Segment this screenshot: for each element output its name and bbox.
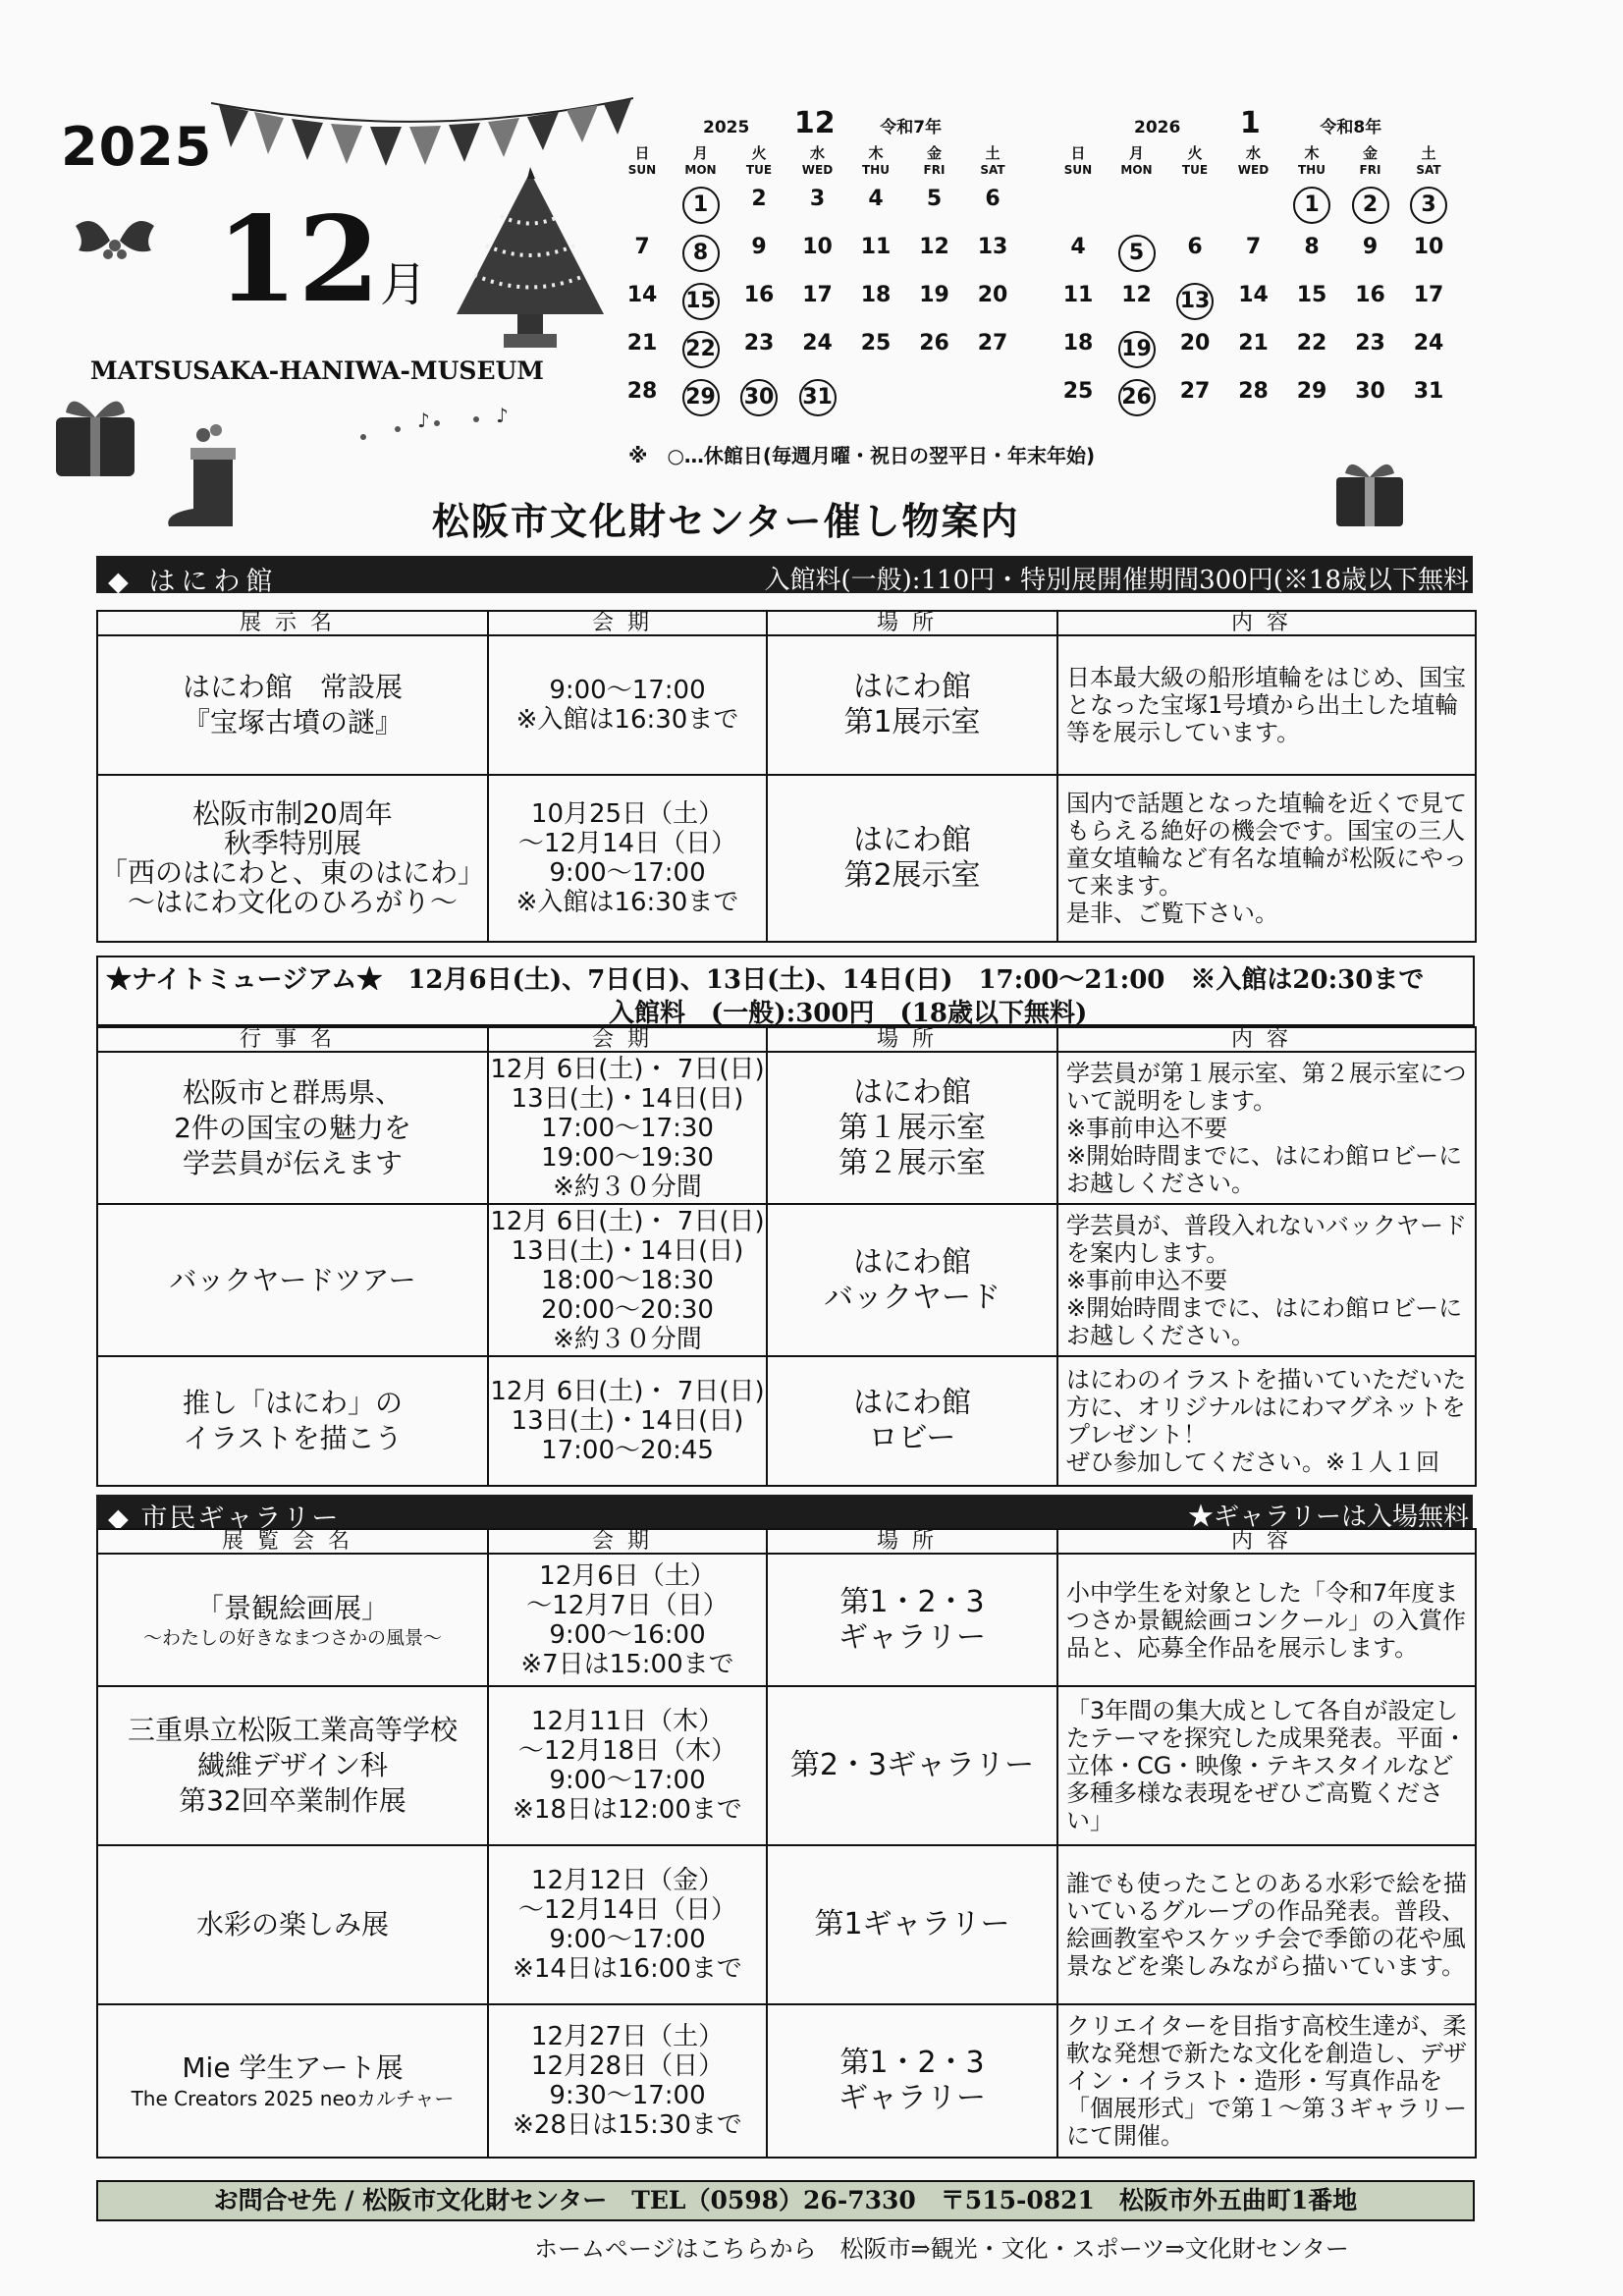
- calendar-day: [674, 379, 729, 416]
- calendar-day: 29: [1296, 379, 1327, 404]
- weekday-label: 月 MON: [684, 144, 717, 177]
- haniwa-fee: 入館料(一般):110円・特別展開催期間300円(※18歳以下無料: [764, 566, 1469, 595]
- exhibit-name: Mie 学生アート展: [182, 2051, 404, 2084]
- header-content: 内容: [1057, 611, 1476, 635]
- calendar-day: 16: [743, 283, 775, 307]
- table-row: [97, 1052, 1476, 1204]
- calendar-day: 23: [743, 331, 775, 355]
- calendar-month: 1: [1239, 106, 1261, 140]
- event-content: はにわのイラストを描いていただいた方に、オリジナルはにわマグネットをプレゼント！ ぜひ参加してください。※１人１回: [1057, 1356, 1476, 1486]
- weekday-label: 金 FRI: [923, 144, 946, 177]
- header-place: 場所: [767, 611, 1057, 635]
- weekday-label: 水 WED: [1237, 144, 1270, 177]
- closed-day-marker: 2: [1352, 187, 1389, 224]
- weekday-label: 金 FRI: [1359, 144, 1381, 177]
- header-place: 場所: [767, 1529, 1057, 1554]
- event-name: 松阪市制20周年 秋季特別展 「西のはにわと、東のはにわ」 ～はにわ文化のひろがり～: [97, 775, 488, 942]
- header-period: 会期: [488, 1027, 767, 1052]
- calendar-day: 25: [860, 331, 892, 355]
- calendar-day: 25: [1062, 379, 1094, 404]
- calendar-day: 15: [1296, 283, 1327, 307]
- exhibit-period: 12月11日（木） ～12月18日（木） 9:00～17:00 ※18日は12:00まで: [488, 1686, 767, 1845]
- exhibit-period: 12月6日（土） ～12月7日（日） 9:00～16:00 ※7日は15:00まで: [488, 1554, 767, 1686]
- closed-day-marker: 5: [1118, 235, 1156, 272]
- bunting-icon: [211, 93, 633, 172]
- calendar-day: 7: [1245, 235, 1262, 259]
- calendar-month: 12: [793, 106, 836, 140]
- calendar-day: [674, 331, 729, 368]
- exhibit-subname: ～わたしの好きなまつさかの風景～: [142, 1626, 442, 1649]
- gift-box-icon: [51, 388, 139, 481]
- closed-day-marker: 8: [682, 235, 720, 272]
- exhibit-name: 「景観絵画展」: [195, 1591, 389, 1624]
- weekday-label: 日 SUN: [1063, 144, 1093, 177]
- calendar-day: 14: [626, 283, 658, 307]
- exhibit-name: 水彩の楽しみ展: [97, 1845, 488, 2004]
- weekday-label: 土 SAT: [980, 144, 1005, 177]
- calendar-day: [1167, 283, 1222, 320]
- calendar-day: 31: [1413, 379, 1444, 404]
- calendar-day: 8: [1304, 235, 1320, 259]
- calendar-day: [1109, 379, 1164, 416]
- calendar-day: [790, 379, 845, 416]
- table-row: [97, 1356, 1476, 1486]
- calendar-day: 13: [977, 235, 1008, 259]
- calendar-era: 令和8年: [1320, 118, 1382, 137]
- calendar-day: 11: [1062, 283, 1094, 307]
- svg-text:♪: ♪: [496, 404, 509, 427]
- haniwa-section-title: ◆ はにわ館: [108, 567, 279, 597]
- table-header-row: [97, 1529, 1476, 1554]
- exhibit-place: 第1ギャラリー: [767, 1845, 1057, 2004]
- weekday-label: 日 SUN: [627, 144, 657, 177]
- calendar-day: 28: [626, 379, 658, 404]
- calendar-day: 24: [1413, 331, 1444, 355]
- calendar-day: 27: [977, 331, 1008, 355]
- closed-day-marker: 1: [1293, 187, 1330, 224]
- header-period: 会期: [488, 611, 767, 635]
- event-content: 国内で話題となった埴輪を近くで見てもらえる絶好の機会です。国宝の三人童女埴輪など有名な埴輪が松阪にやって来ます。 是非、ご覧下さい。: [1057, 775, 1476, 942]
- gallery-table: [96, 1528, 1477, 2159]
- calendar-day: 20: [1179, 331, 1211, 355]
- calendar-day: [731, 379, 786, 416]
- calendar-day: 4: [868, 187, 884, 211]
- closed-day-marker: 13: [1176, 283, 1214, 320]
- exhibit-name-cell: [97, 1554, 488, 1686]
- stocking-icon: [159, 420, 247, 533]
- calendar-day: 6: [985, 187, 1001, 211]
- calendar-day: 18: [860, 283, 892, 307]
- calendar-day: [674, 283, 729, 320]
- calendar-day: [674, 187, 729, 224]
- event-place: はにわ館 バックヤード: [767, 1204, 1057, 1356]
- exhibit-period: 12月27日（土） 12月28日（日） 9:30～17:00 ※28日は15:30まで: [488, 2004, 767, 2158]
- month-kanji: 月: [380, 257, 428, 312]
- exhibit-name: 三重県立松阪工業高等学校 繊維デザイン科 第32回卒業制作展: [97, 1686, 488, 1845]
- header-name: 行事名: [97, 1027, 488, 1052]
- event-content: 学芸員が第１展示室、第２展示室について説明をします。 ※事前申込不要 ※開始時間までに、はにわ館ロビーにお越しください。: [1057, 1052, 1476, 1204]
- event-period: 12月 6日(土)・ 7日(日) 13日(土)・14日(日) 17:00～17:30 19:00～19:30 ※約３０分間: [488, 1052, 767, 1204]
- event-name: はにわ館 常設展 『宝塚古墳の謎』: [97, 635, 488, 775]
- closed-day-marker: 29: [682, 379, 720, 416]
- event-place: はにわ館 第2展示室: [767, 775, 1057, 942]
- exhibit-place: 第2・3ギャラリー: [767, 1686, 1057, 1845]
- calendar-day: 2: [751, 187, 767, 211]
- calendar-year: 2025: [703, 118, 750, 137]
- event-name: 推し「はにわ」の イラストを描こう: [97, 1356, 488, 1486]
- exhibit-place: 第1・2・3 ギャラリー: [767, 2004, 1057, 2158]
- exhibit-content: 「3年間の集大成として各自が設定したテーマを探究した成果発表。平面・立体・CG・映像・テキスタイルなど多種多様な表現をぜひご高覧ください」: [1057, 1686, 1476, 1845]
- event-name: バックヤードツアー: [97, 1204, 488, 1356]
- calendar-day: [1343, 187, 1398, 224]
- table-header-row: [97, 1027, 1476, 1052]
- calendar-day: 28: [1238, 379, 1269, 404]
- calendar-day: [1109, 235, 1164, 272]
- closed-day-marker: 26: [1118, 379, 1156, 416]
- main-title: 松阪市文化財センター催し物案内: [432, 500, 1020, 543]
- event-content: 学芸員が、普段入れないバックヤードを案内します。 ※事前申込不要 ※開始時間までに、はにわ館ロビーにお越しください。: [1057, 1204, 1476, 1356]
- table-row: [97, 2004, 1476, 2158]
- calendar-day: [1109, 331, 1164, 368]
- calendar-day: 16: [1355, 283, 1385, 307]
- weekday-label: 火 TUE: [745, 144, 773, 177]
- closed-day-marker: 22: [682, 331, 720, 368]
- header-name: 展覧会名: [97, 1529, 488, 1554]
- calendar-day: 19: [919, 283, 949, 307]
- event-place: はにわ館 ロビー: [767, 1356, 1057, 1486]
- calendar-day: 21: [626, 331, 658, 355]
- calendar-day: 30: [1355, 379, 1385, 404]
- event-content: 日本最大級の船形埴輪をはじめ、国宝となった宝塚1号墳から出土した埴輪等を展示しています。: [1057, 635, 1476, 775]
- contact-bar: お問合せ先 / 松阪市文化財センター TEL（0598）26-7330 〒515-0821 松阪市外五曲町1番地: [96, 2180, 1475, 2221]
- calendar-day: 24: [802, 331, 833, 355]
- calendar-day: 10: [1413, 235, 1444, 259]
- calendar-day: 20: [977, 283, 1008, 307]
- event-place: はにわ館 第１展示室 第２展示室: [767, 1052, 1057, 1204]
- calendar-day: 17: [1413, 283, 1444, 307]
- exhibit-content: 小中学生を対象とした「令和7年度まつさか景観絵画コンクール」の入賞作品と、応募全作品を展示します。: [1057, 1554, 1476, 1686]
- calendar-day: 27: [1179, 379, 1211, 404]
- event-period: 12月 6日(土)・ 7日(日) 13日(土)・14日(日) 18:00～18:30 20:00～20:30 ※約３０分間: [488, 1204, 767, 1356]
- night-museum-band: [96, 956, 1475, 1026]
- calendar-day: [1401, 187, 1456, 224]
- closed-day-marker: 15: [682, 283, 720, 320]
- gallery-section-title: ◆ 市民ギャラリー: [108, 1503, 341, 1534]
- calendar-era: 令和7年: [880, 118, 943, 137]
- night-museum-schedule: ★ナイトミュージアム★ 12月6日(土)、7日(日)、13日(土)、14日(日) 17:00～21:00 ※入館は20:30まで: [106, 965, 1425, 995]
- exhibit-subname: The Creators 2025 neoカルチャー: [131, 2087, 455, 2110]
- calendar-day: 6: [1187, 235, 1203, 259]
- museum-name: MATSUSAKA-HANIWA-MUSEUM: [90, 356, 544, 385]
- calendar-day: 21: [1238, 331, 1269, 355]
- header-period: 会期: [488, 1529, 767, 1554]
- closed-day-marker: 3: [1410, 187, 1447, 224]
- closed-day-marker: 19: [1118, 331, 1156, 368]
- weekday-label: 木 THU: [862, 144, 890, 177]
- exhibit-place: 第1・2・3 ギャラリー: [767, 1554, 1057, 1686]
- table-header-row: [97, 611, 1476, 635]
- closed-day-marker: 30: [740, 379, 778, 416]
- calendar-day: 14: [1238, 283, 1269, 307]
- calendar-day: 5: [926, 187, 943, 211]
- calendar-day: [674, 235, 729, 272]
- weekday-label: 月 MON: [1120, 144, 1153, 177]
- haniwa-section-bar: [96, 556, 1473, 597]
- header-name: 展示名: [97, 611, 488, 635]
- weekday-label: 木 THU: [1298, 144, 1325, 177]
- calendar-day: 18: [1062, 331, 1094, 355]
- table-row: [97, 775, 1476, 942]
- exhibit-content: クリエイターを目指す高校生達が、柔軟な発想で新たな文化を創造し、デザイン・イラスト・造形・写真作品を「個展形式」で第１～第３ギャラリーにて開催。: [1057, 2004, 1476, 2158]
- gallery-section-bar: [96, 1495, 1473, 1534]
- table-row: [97, 1845, 1476, 2004]
- exhibit-period: 12月12日（金） ～12月14日（日） 9:00～17:00 ※14日は16:00まで: [488, 1845, 767, 2004]
- calendar-year: 2026: [1134, 118, 1181, 137]
- calendar-day: 22: [1296, 331, 1327, 355]
- calendar-day: 12: [1121, 283, 1152, 307]
- calendar-day: 23: [1355, 331, 1385, 355]
- closed-day-marker: 31: [799, 379, 837, 416]
- svg-text:♪: ♪: [417, 409, 430, 432]
- header-place: 場所: [767, 1027, 1057, 1052]
- exhibit-name-cell: [97, 2004, 488, 2158]
- music-notes-icon: [349, 398, 525, 447]
- holly-icon: [71, 211, 159, 285]
- calendar-day: [1284, 187, 1339, 224]
- table-row: [97, 1554, 1476, 1686]
- calendar-day: 11: [860, 235, 892, 259]
- event-period: 10月25日（土） ～12月14日（日） 9:00～17:00 ※入館は16:30まで: [488, 775, 767, 942]
- calendar-day: 26: [919, 331, 949, 355]
- closed-day-marker: 1: [682, 187, 720, 224]
- weekday-label: 土 SAT: [1416, 144, 1441, 177]
- christmas-tree-icon: [447, 167, 614, 354]
- table-row: [97, 1686, 1476, 1845]
- weekday-label: 水 WED: [801, 144, 834, 177]
- event-period: 12月 6日(土)・ 7日(日) 13日(土)・14日(日) 17:00～20:45: [488, 1356, 767, 1486]
- holiday-note: ※ ○…休館日(毎週月曜・祝日の翌平日・年末年始): [628, 444, 1096, 467]
- gallery-note: ★ギャラリーは入場無料: [1187, 1503, 1469, 1532]
- month-number: 12: [216, 191, 380, 329]
- calendar-day: 3: [809, 187, 826, 211]
- calendar-day: 12: [919, 235, 949, 259]
- weekday-label: 火 TUE: [1181, 144, 1209, 177]
- event-name: 松阪市と群馬県、 2件の国宝の魅力を 学芸員が伝えます: [97, 1052, 488, 1204]
- table-row: [97, 635, 1476, 775]
- homepage-guide: ホームページはこちらから 松阪市⇒観光・文化・スポーツ⇒文化財センター: [534, 2235, 1349, 2263]
- header-content: 内容: [1057, 1529, 1476, 1554]
- night-museum-table: [96, 1026, 1477, 1487]
- calendar-day: 17: [802, 283, 833, 307]
- event-period: 9:00～17:00 ※入館は16:30まで: [488, 635, 767, 775]
- calendar-day: 4: [1070, 235, 1086, 259]
- gift-box-right-icon: [1330, 454, 1409, 532]
- exhibit-content: 誰でも使ったことのある水彩で絵を描いているグループの作品発表。普段、絵画教室やスケッチ会で季節の花や風景などを楽しみながら描いています。: [1057, 1845, 1476, 2004]
- event-place: はにわ館 第1展示室: [767, 635, 1057, 775]
- calendar-day: 9: [751, 235, 767, 259]
- header-content: 内容: [1057, 1027, 1476, 1052]
- month-title: [216, 191, 428, 329]
- night-museum-fee: 入館料 (一般):300円 (18歳以下無料): [609, 999, 1088, 1028]
- calendar-day: 9: [1362, 235, 1379, 259]
- calendar-day: 10: [802, 235, 833, 259]
- year-title: 2025: [61, 116, 213, 178]
- haniwa-table: [96, 610, 1477, 943]
- calendar-day: 7: [634, 235, 650, 259]
- table-row: [97, 1204, 1476, 1356]
